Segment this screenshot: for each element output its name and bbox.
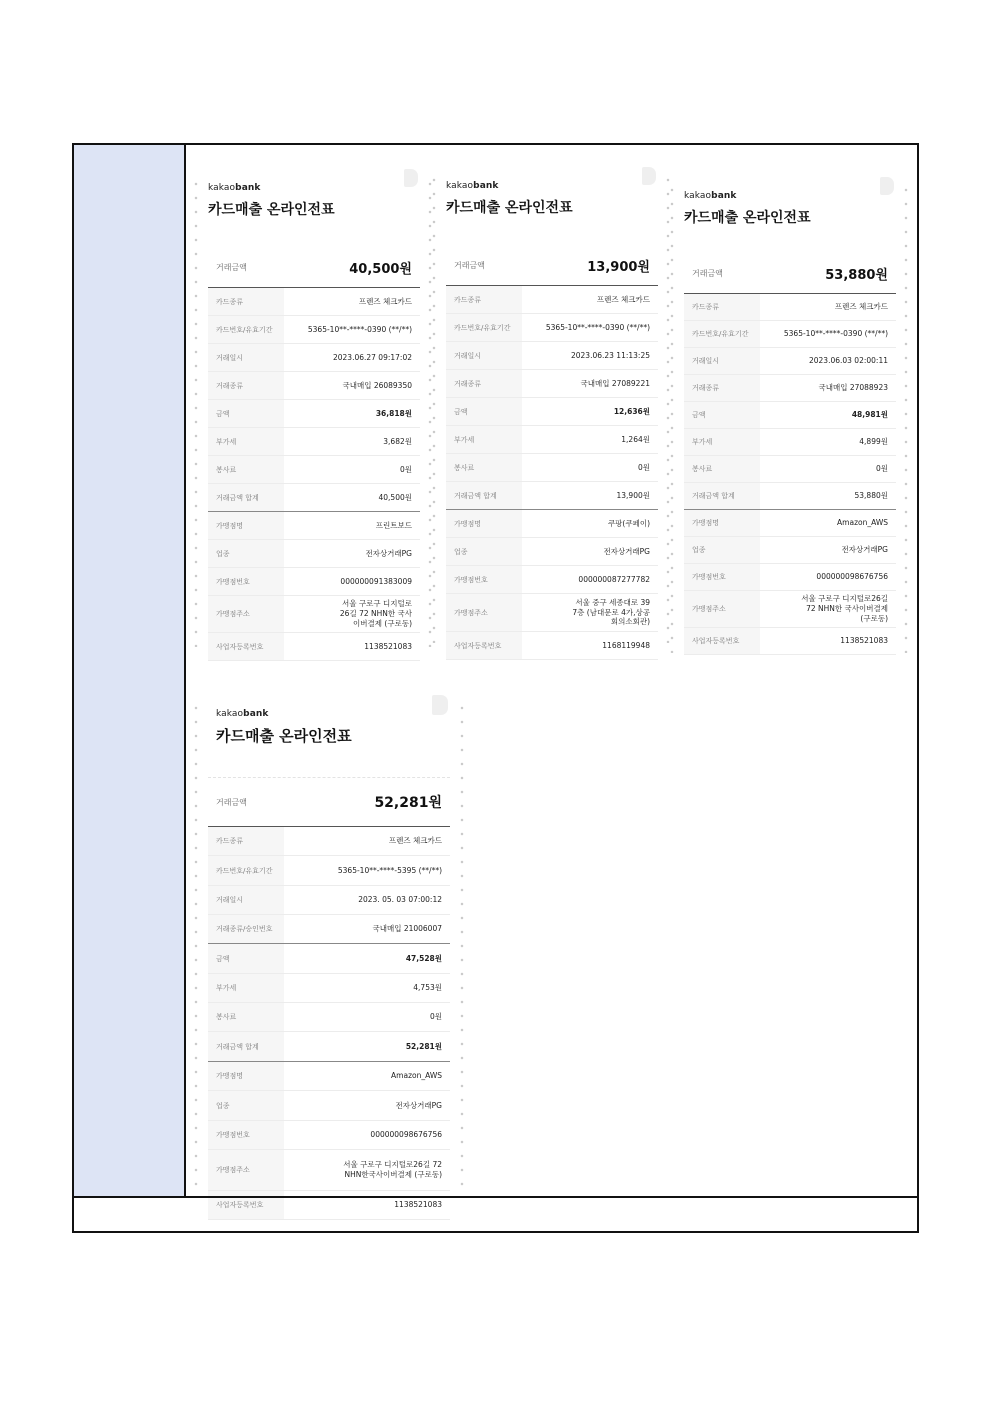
field-value: 2023.06.03 02:00:11 bbox=[808, 356, 888, 366]
table-row bbox=[208, 915, 450, 944]
table-row bbox=[208, 827, 450, 856]
table-row bbox=[208, 1032, 450, 1062]
table-row bbox=[208, 1091, 450, 1121]
field-value: 0원 bbox=[399, 464, 412, 474]
table-row bbox=[446, 632, 658, 660]
table-row bbox=[684, 483, 896, 510]
field-label: 가맹점번호 bbox=[446, 566, 522, 593]
field-value: Amazon_AWS bbox=[391, 1071, 442, 1081]
field-value: 0원 bbox=[875, 464, 888, 474]
field-value: 서울 구로구 디지털로26길 72 NHN한국사이버결제 (구로동) bbox=[343, 1160, 442, 1179]
receipt-4 bbox=[204, 691, 450, 1210]
table-row bbox=[684, 348, 896, 375]
field-label: 가맹점번호 bbox=[684, 564, 760, 590]
table-row bbox=[684, 375, 896, 402]
field-label: 거래종류/승인번호 bbox=[208, 915, 284, 943]
amount-row bbox=[684, 253, 896, 294]
receipt-1 bbox=[204, 167, 420, 657]
table-row bbox=[208, 1003, 450, 1032]
table-row bbox=[446, 594, 658, 632]
field-value: 4,899원 bbox=[859, 437, 888, 447]
field-value: 53,880원 bbox=[854, 491, 888, 501]
field-label: 사업자등록번호 bbox=[208, 633, 284, 660]
field-label: 가맹점명 bbox=[208, 1062, 284, 1090]
table-row bbox=[684, 456, 896, 483]
table-row bbox=[684, 429, 896, 456]
brand-logo: kakaobank bbox=[216, 709, 269, 719]
field-value: 서울 중구 세종대로 39 7층 (남대문로 4가,상공회의소회관) bbox=[572, 597, 650, 627]
amount-value: 53,880원 bbox=[825, 267, 888, 283]
amount-value: 40,500원 bbox=[349, 261, 412, 277]
field-value: 전자상거래PG bbox=[603, 546, 650, 556]
table-row bbox=[446, 398, 658, 426]
field-value: 1,264원 bbox=[621, 434, 650, 444]
field-value: 프렌즈 체크카드 bbox=[596, 294, 650, 304]
field-value: 5365-10**-****-0390 (**/**) bbox=[307, 324, 412, 334]
field-label: 거래일시 bbox=[208, 886, 284, 914]
field-label: 업종 bbox=[684, 537, 760, 563]
field-label: 업종 bbox=[208, 540, 284, 567]
field-value: 4,753원 bbox=[413, 983, 442, 993]
field-label: 가맹점번호 bbox=[208, 1121, 284, 1149]
amount-row bbox=[208, 247, 420, 288]
field-label: 가맹점명 bbox=[446, 510, 522, 537]
field-value: Amazon_AWS bbox=[837, 518, 888, 528]
field-label: 카드종류 bbox=[684, 294, 760, 320]
field-label: 봉사료 bbox=[684, 456, 760, 482]
table-row bbox=[684, 402, 896, 429]
table-row bbox=[446, 566, 658, 594]
table-row bbox=[446, 510, 658, 538]
field-label: 봉사료 bbox=[208, 456, 284, 483]
amount-value: 52,281원 bbox=[374, 795, 442, 811]
amount-row bbox=[208, 777, 450, 827]
field-value: 52,281원 bbox=[405, 1041, 442, 1051]
field-label: 부가세 bbox=[684, 429, 760, 455]
field-value: 2023.06.23 11:13:25 bbox=[570, 350, 650, 360]
table-row bbox=[208, 1150, 450, 1191]
table-row bbox=[446, 482, 658, 510]
field-label: 거래종류 bbox=[208, 372, 284, 399]
field-value: 국내매입 21006007 bbox=[372, 924, 442, 934]
field-value: 프린트보드 bbox=[375, 520, 412, 530]
field-value: 0원 bbox=[637, 462, 650, 472]
field-value: 5365-10**-****-0390 (**/**) bbox=[545, 322, 650, 332]
table-row bbox=[684, 564, 896, 591]
field-value: 1138521083 bbox=[364, 641, 412, 651]
field-label: 사업자등록번호 bbox=[446, 632, 522, 659]
field-label: 가맹점명 bbox=[684, 510, 760, 536]
amount-label: 거래금액 bbox=[216, 262, 247, 272]
table-row bbox=[208, 568, 420, 596]
field-value: 12,636원 bbox=[613, 406, 650, 416]
field-label: 거래금액 합계 bbox=[208, 484, 284, 511]
receipt-title: 카드매출 온라인전표 bbox=[446, 200, 573, 216]
amount-row bbox=[446, 245, 658, 286]
brand-logo: kakaobank bbox=[446, 181, 499, 191]
amount-label: 거래금액 bbox=[454, 260, 485, 270]
field-value: 국내매입 27089221 bbox=[580, 378, 650, 388]
receipt-3 bbox=[680, 173, 896, 663]
field-value: 1138521083 bbox=[394, 1200, 442, 1210]
table-row bbox=[208, 1121, 450, 1150]
field-label: 가맹점주소 bbox=[208, 596, 284, 632]
field-label: 카드종류 bbox=[208, 827, 284, 855]
field-label: 봉사료 bbox=[446, 454, 522, 481]
table-row bbox=[684, 294, 896, 321]
brand-logo: kakaobank bbox=[684, 191, 737, 201]
table-row bbox=[446, 342, 658, 370]
field-value: 프렌즈 체크카드 bbox=[388, 836, 442, 846]
table-row bbox=[208, 512, 420, 540]
field-label: 거래종류 bbox=[684, 375, 760, 401]
table-row bbox=[208, 344, 420, 372]
field-value: 47,528원 bbox=[405, 953, 442, 963]
field-value: 000000098676756 bbox=[370, 1130, 442, 1140]
field-value: 40,500원 bbox=[378, 492, 412, 502]
field-label: 카드종류 bbox=[208, 288, 284, 315]
kakaobank-logo-icon bbox=[880, 177, 894, 195]
field-value: 전자상거래PG bbox=[395, 1100, 442, 1110]
table-row bbox=[684, 537, 896, 564]
field-label: 부가세 bbox=[446, 426, 522, 453]
receipt-title: 카드매출 온라인전표 bbox=[216, 727, 352, 745]
table-row bbox=[208, 1062, 450, 1091]
field-label: 금액 bbox=[684, 402, 760, 428]
table-row bbox=[208, 540, 420, 568]
table-row bbox=[208, 372, 420, 400]
table-row bbox=[446, 454, 658, 482]
field-value: 국내매입 26089350 bbox=[342, 380, 412, 390]
receipt-title: 카드매출 온라인전표 bbox=[684, 210, 811, 226]
table-row bbox=[684, 510, 896, 537]
field-value: 5365-10**-****-5395 (**/**) bbox=[337, 865, 442, 875]
field-value: 프렌즈 체크카드 bbox=[358, 296, 412, 306]
table-row bbox=[684, 591, 896, 628]
table-row bbox=[208, 484, 420, 512]
field-value: 000000087277782 bbox=[578, 574, 650, 584]
receipt-2 bbox=[442, 163, 658, 653]
field-label: 가맹점주소 bbox=[446, 594, 522, 631]
field-value: 1168119948 bbox=[602, 640, 650, 650]
field-value: 쿠팡(쿠페이) bbox=[607, 518, 650, 528]
field-label: 카드종류 bbox=[446, 286, 522, 313]
table-row bbox=[208, 428, 420, 456]
table-row bbox=[208, 316, 420, 344]
field-value: 0원 bbox=[429, 1012, 442, 1022]
brand-logo: kakaobank bbox=[208, 183, 261, 193]
field-label: 사업자등록번호 bbox=[208, 1191, 284, 1219]
field-value: 국내매입 27088923 bbox=[818, 383, 888, 393]
field-label: 거래일시 bbox=[684, 348, 760, 374]
field-label: 금액 bbox=[208, 944, 284, 973]
table-row bbox=[446, 314, 658, 342]
field-label: 카드번호/유효기간 bbox=[684, 321, 760, 347]
receipt-cell bbox=[186, 145, 917, 1210]
field-label: 사업자등록번호 bbox=[684, 628, 760, 654]
table-row bbox=[208, 596, 420, 633]
field-label: 가맹점번호 bbox=[208, 568, 284, 595]
kakaobank-logo-icon bbox=[432, 695, 448, 715]
kakaobank-logo-icon bbox=[404, 169, 418, 187]
table-row bbox=[208, 974, 450, 1003]
amount-label: 거래금액 bbox=[692, 268, 723, 278]
field-label: 거래금액 합계 bbox=[446, 482, 522, 509]
field-label: 부가세 bbox=[208, 974, 284, 1002]
table-row bbox=[446, 426, 658, 454]
field-label: 부가세 bbox=[208, 428, 284, 455]
field-label: 업종 bbox=[208, 1091, 284, 1120]
table-row bbox=[208, 886, 450, 915]
table-row bbox=[446, 370, 658, 398]
amount-label: 거래금액 bbox=[216, 797, 247, 807]
field-value: 000000098676756 bbox=[816, 572, 888, 582]
table-row bbox=[684, 321, 896, 348]
table-row bbox=[208, 400, 420, 428]
field-label: 카드번호/유효기간 bbox=[208, 316, 284, 343]
table-row bbox=[684, 628, 896, 655]
field-label: 금액 bbox=[208, 400, 284, 427]
kakaobank-logo-icon bbox=[642, 167, 656, 185]
table-row bbox=[208, 456, 420, 484]
field-value: 서울 구로구 디지털로26길 72 NHN한 국사이버결제 (구로동) bbox=[801, 594, 888, 623]
field-value: 서울 구로구 디지털로26길 72 NHN한 국사이버결제 (구로동) bbox=[339, 599, 412, 628]
field-value: 36,818원 bbox=[375, 408, 412, 418]
table-row bbox=[208, 856, 450, 886]
field-label: 거래일시 bbox=[446, 342, 522, 369]
field-value: 48,981원 bbox=[851, 410, 888, 420]
field-label: 거래금액 합계 bbox=[208, 1032, 284, 1061]
field-value: 전자상거래PG bbox=[841, 545, 888, 555]
field-value: 13,900원 bbox=[616, 490, 650, 500]
field-value: 5365-10**-****-0390 (**/**) bbox=[783, 329, 888, 339]
field-label: 가맹점주소 bbox=[684, 591, 760, 627]
field-label: 가맹점명 bbox=[208, 512, 284, 539]
field-value: 프렌즈 체크카드 bbox=[834, 302, 888, 312]
table-row bbox=[446, 286, 658, 314]
field-label: 봉사료 bbox=[208, 1003, 284, 1031]
receipt-title: 카드매출 온라인전표 bbox=[208, 202, 335, 218]
field-label: 거래금액 합계 bbox=[684, 483, 760, 509]
document-table bbox=[72, 143, 919, 1233]
table-row bbox=[208, 944, 450, 974]
field-label: 거래일시 bbox=[208, 344, 284, 371]
amount-value: 13,900원 bbox=[587, 259, 650, 275]
field-label: 카드번호/유효기간 bbox=[208, 856, 284, 885]
empty-footer-row bbox=[74, 1196, 917, 1233]
table-row bbox=[446, 538, 658, 566]
table-row bbox=[208, 288, 420, 316]
field-label: 카드번호/유효기간 bbox=[446, 314, 522, 341]
field-label: 가맹점주소 bbox=[208, 1150, 284, 1190]
field-value: 3,682원 bbox=[383, 436, 412, 446]
field-label: 거래종류 bbox=[446, 370, 522, 397]
field-value: 000000091383009 bbox=[340, 576, 412, 586]
field-label: 업종 bbox=[446, 538, 522, 565]
table-row bbox=[208, 633, 420, 661]
label-column bbox=[74, 145, 186, 1196]
field-value: 전자상거래PG bbox=[365, 548, 412, 558]
field-value: 2023. 05. 03 07:00:12 bbox=[358, 895, 442, 905]
field-value: 1138521083 bbox=[840, 636, 888, 646]
field-label: 금액 bbox=[446, 398, 522, 425]
field-value: 2023.06.27 09:17:02 bbox=[332, 352, 412, 362]
